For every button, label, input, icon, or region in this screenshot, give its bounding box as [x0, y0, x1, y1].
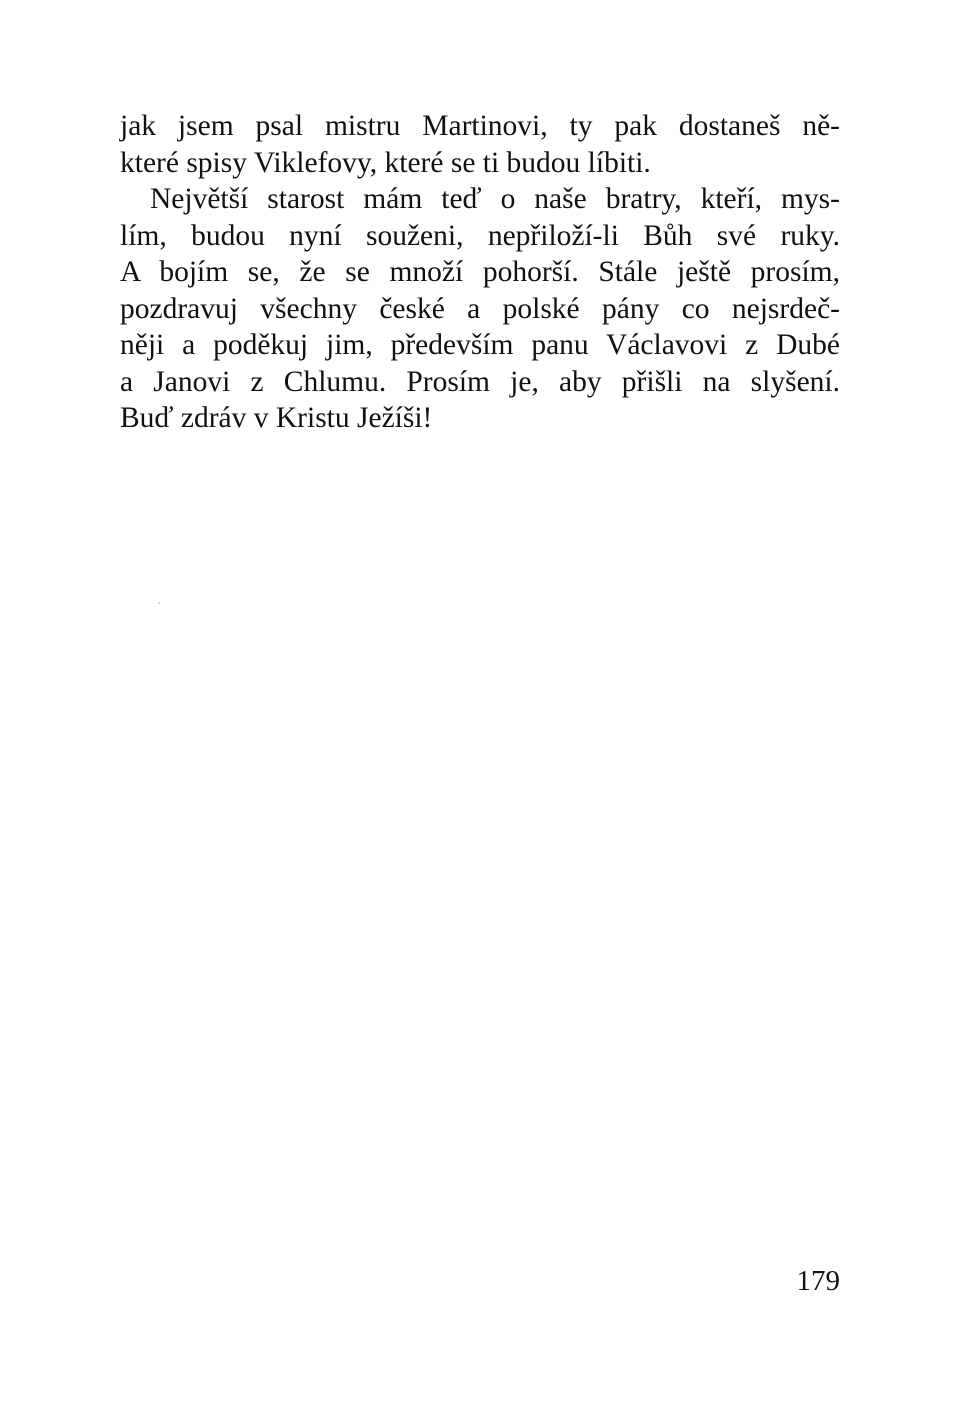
letter-text: [120, 108, 840, 437]
text-line: A bojím se, že se množí pohorší. Stále ještě prosím,: [120, 256, 840, 288]
text-line: Buď zdráv v Kristu Ježíši!: [120, 402, 433, 434]
text-line: lím, budou nyní souženi, nepřiloží-li Bůh své ruky.: [120, 219, 840, 252]
text-line: pozdravuj všechny české a polské pány co nejsrdeč-: [120, 292, 840, 325]
text-line: a Janovi z Chlumu. Prosím je, aby přišli na slyšení.: [120, 365, 840, 398]
page-number: 179: [796, 1265, 840, 1297]
text-line: něji a poděkuj jim, především panu Václavovi z Dubé: [120, 329, 840, 361]
text-line: jak jsem psal mistru Martinovi, ty pak dostaneš ně-: [120, 110, 840, 142]
text-line: které spisy Viklefovy, které se ti budou líbiti.: [120, 146, 651, 179]
text-line: Největší starost mám teď o naše bratry, kteří, mys-: [150, 183, 840, 215]
paper-speck: [158, 602, 160, 604]
